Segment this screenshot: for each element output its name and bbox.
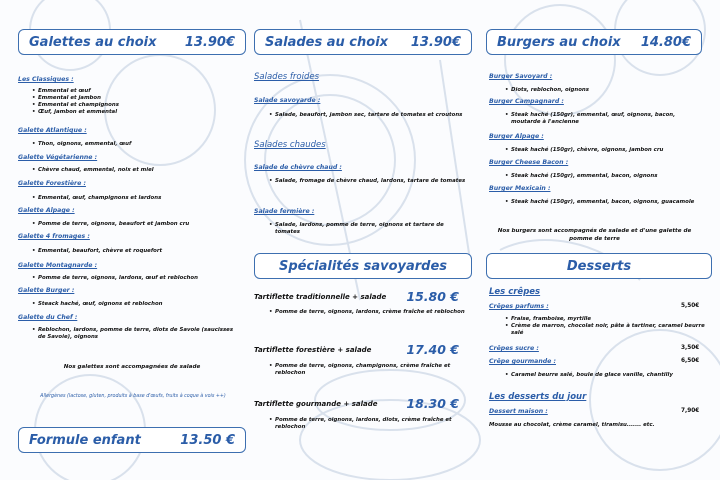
specialite-desc: • Pomme de terre, oignons, lardons, crème fraîche et reblochon xyxy=(275,309,465,316)
galette-item: • Œuf, jambon et emmental xyxy=(38,109,117,115)
galette-item: • Steack haché, œuf, oignons et reblochon xyxy=(38,301,163,307)
crepes-heading: Les crêpes xyxy=(489,287,541,297)
galette-group-montagnarde: Galette Montagnarde : xyxy=(18,262,98,269)
salade-desc: • Salade, beaufort, jambon sec, tartare de tomates et croutons xyxy=(275,112,470,119)
salade-name: Salade savoyarde : xyxy=(254,97,321,104)
burger-desc: • Steak haché (150gr), emmental, œuf, oignons, bacon, moutarde à l'ancienne xyxy=(511,112,701,126)
galette-item: • Emmental et jambon xyxy=(38,95,101,101)
crepes-parfums-price: 5,50€ xyxy=(681,303,700,309)
dessert-item: • Crème de marron, chocolat noir, pâte à tartiner, caramel beurre salé xyxy=(511,323,706,337)
galette-item: • Thon, oignons, emmental, œuf xyxy=(38,141,131,147)
specialites-title: Spécialités savoyardes xyxy=(278,258,448,274)
galettes-title: Galettes au choix xyxy=(29,34,157,50)
crepe-gourmande-price: 6,50€ xyxy=(681,358,700,364)
galette-group-burger: Galette Burger : xyxy=(18,287,75,294)
galette-item: • Emmental et champignons xyxy=(38,102,119,108)
dessert-maison-price: 7,90€ xyxy=(681,408,700,414)
specialite-price: 17.40 € xyxy=(406,342,459,357)
crepes-sucre: Crêpes sucre : xyxy=(489,345,539,352)
galette-group-atlantique: Galette Atlantique : xyxy=(18,127,87,134)
salades-price: 13.90€ xyxy=(410,34,461,50)
galette-item: • Emmental et œuf xyxy=(38,88,91,94)
burgers-header xyxy=(486,29,702,55)
specialites-header xyxy=(254,253,472,279)
galette-item: • Pomme de terre, oignons, beaufort et jambon cru xyxy=(38,221,189,227)
specialite-price: 15.80 € xyxy=(406,289,459,304)
desserts-header xyxy=(486,253,712,279)
burgers-title: Burgers au choix xyxy=(497,34,621,50)
specialite-name: Tartiflette forestière + salade xyxy=(254,345,372,354)
burger-desc: • Steak haché (150gr), emmental, bacon, oignons, guacamole xyxy=(511,199,701,206)
salade-name: Salade de chèvre chaud : xyxy=(254,164,342,171)
crepes-parfums: Crêpes parfums : xyxy=(489,303,549,310)
salades-header xyxy=(254,29,472,55)
specialite-row xyxy=(254,289,459,304)
crepes-sucre-price: 3,50€ xyxy=(681,345,700,351)
salades-title: Salades au choix xyxy=(265,34,389,50)
enfant-price: 13.50 € xyxy=(180,432,235,448)
dessert-item: • Fraise, framboise, myrtille xyxy=(511,316,591,322)
galette-item: • Reblochon, lardons, pomme de terre, diots de Savoie (saucisses de Savoie), oignons xyxy=(38,327,238,341)
crepe-gourmande: Crêpe gourmande : xyxy=(489,358,556,365)
burger-desc: • Steak haché (150gr), chèvre, oignons, jambon cru xyxy=(511,147,663,153)
galette-group-classiques: Les Classiques : xyxy=(18,76,74,83)
dessert-maison: Dessert maison : xyxy=(489,408,548,415)
burger-name: Burger Mexicain : xyxy=(489,185,551,192)
dessert-item: • Caramel beurre salé, boule de glace vanille, chantilly xyxy=(511,372,673,378)
desserts-jour-heading: Les desserts du jour xyxy=(489,392,587,402)
specialite-name: Tartiflette traditionnelle + salade xyxy=(254,292,387,301)
galette-item: • Chèvre chaud, emmental, noix et miel xyxy=(38,167,154,173)
salade-desc: • Salade, lardons, pomme de terre, oignons et tartare de tomates xyxy=(275,222,470,236)
specialite-price: 18.30 € xyxy=(406,396,459,411)
galette-item: • Emmental, œuf, champignons et lardons xyxy=(38,195,161,201)
salades-chaudes-heading: Salades chaudes xyxy=(254,140,326,150)
galette-group-4-fromages: Galette 4 fromages : xyxy=(18,233,90,240)
burger-name: Burger Cheese Bacon : xyxy=(489,159,569,166)
burger-desc: • Diots, reblochon, oignons xyxy=(511,87,589,93)
salades-froides-heading: Salades froides xyxy=(254,72,320,82)
specialite-desc: • Pomme de terre, oignons, champignons, crème fraîche et reblochon xyxy=(275,363,465,377)
burger-name: Burger Alpage : xyxy=(489,133,544,140)
burger-desc: • Steak haché (150gr), emmental, bacon, oignons xyxy=(511,173,657,179)
galettes-note: Nos galettes sont accompagnées de salade xyxy=(63,364,201,370)
allergens-note: Allergènes (lactose, gluten, produits à base d'œufs, fruits à coque à vois ++) xyxy=(40,394,226,399)
salade-desc: • Salade, fromage de chèvre chaud, lardons, tartare de tomates xyxy=(275,178,470,185)
galette-group-vegetarienne: Galette Végétarienne : xyxy=(18,154,98,161)
galette-group-forestiere: Galette Forestière : xyxy=(18,180,86,187)
galettes-header xyxy=(18,29,246,55)
specialite-row xyxy=(254,342,459,357)
galette-item: • Pomme de terre, oignons, lardons, œuf et reblochon xyxy=(38,275,198,281)
enfant-title: Formule enfant xyxy=(29,432,141,448)
burgers-note: Nos burgers sont accompagnés de salade et d'une galette de pomme de terre xyxy=(497,228,692,242)
desserts-title: Desserts xyxy=(566,258,632,274)
burger-name: Burger Savoyard : xyxy=(489,73,553,80)
formule-enfant-header xyxy=(18,427,246,453)
galette-group-alpage: Galette Alpage : xyxy=(18,207,75,214)
galettes-price: 13.90€ xyxy=(184,34,235,50)
galette-item: • Emmental, beaufort, chèvre et roquefort xyxy=(38,248,162,254)
burger-name: Burger Campagnard : xyxy=(489,98,564,105)
specialite-row xyxy=(254,396,459,411)
salade-name: Salade fermière : xyxy=(254,208,315,215)
specialite-name: Tartiflette gourmande + salade xyxy=(254,399,378,408)
specialite-desc: • Pomme de terre, oignons, lardons, diots, crème fraîche et reblochon xyxy=(275,417,465,431)
burgers-price: 14.80€ xyxy=(640,34,691,50)
galette-group-chef: Galette du Chef : xyxy=(18,314,78,321)
dessert-maison-desc: Mousse au chocolat, crème caramel, tiramisu....... etc. xyxy=(489,422,655,428)
